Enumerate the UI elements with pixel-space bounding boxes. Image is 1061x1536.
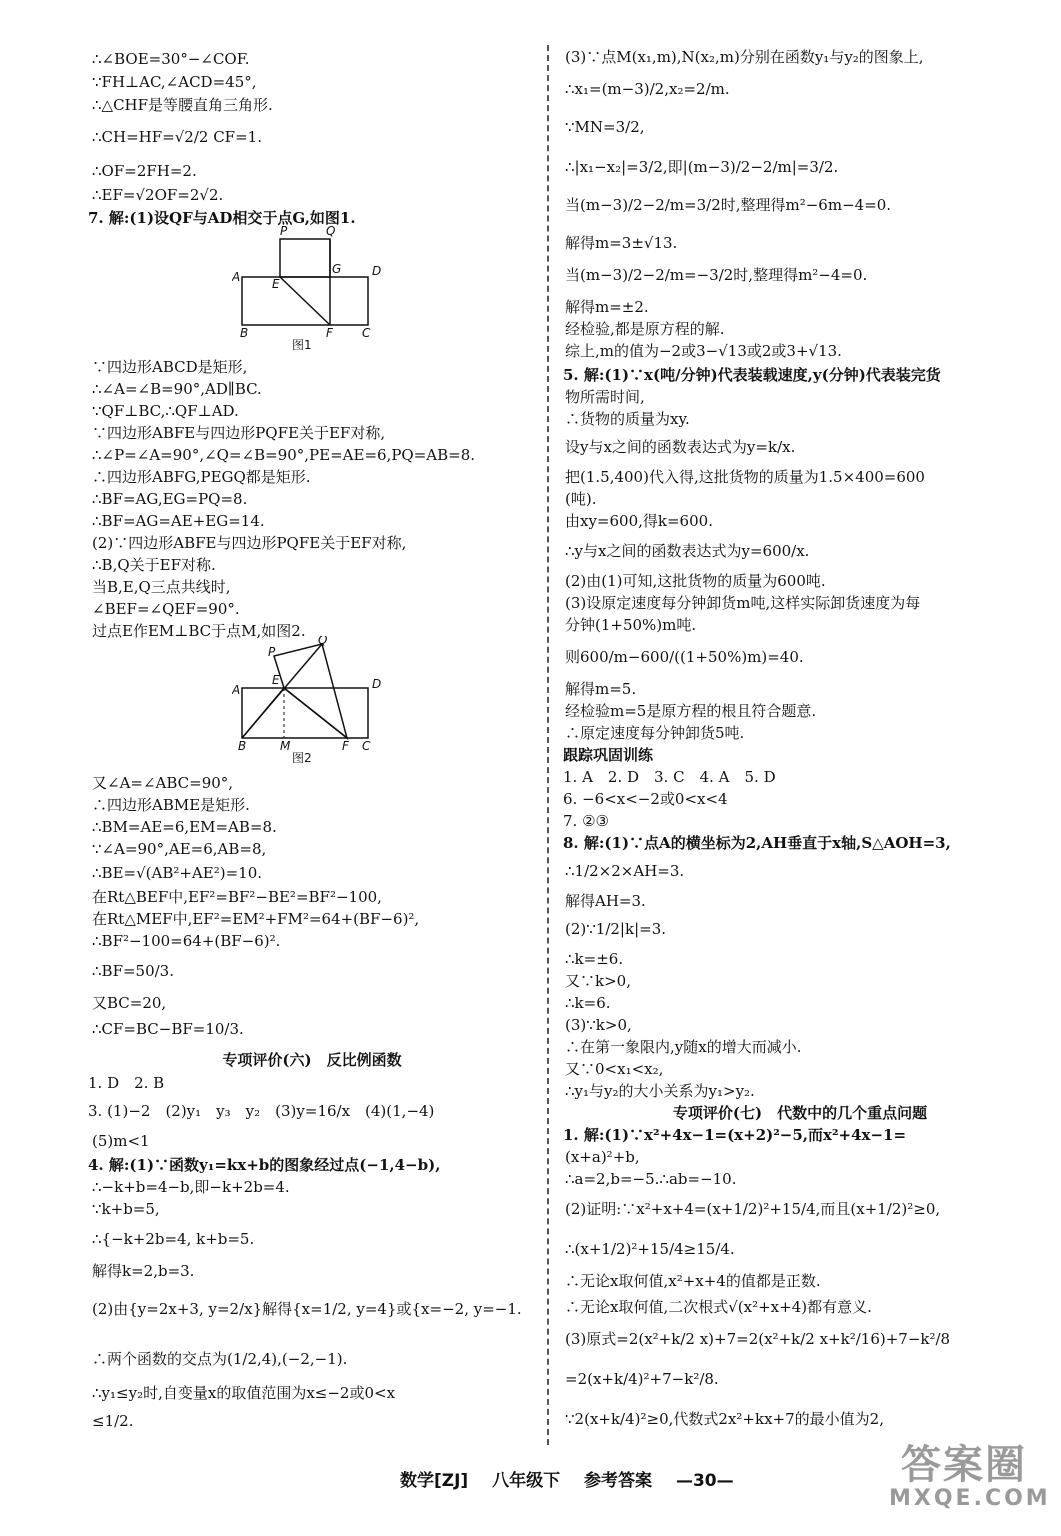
text-line: 解得m=3±√13.	[565, 234, 678, 252]
section-title: 专项评价(六) 反比例函数	[222, 1051, 402, 1069]
answer-line: 1. D 2. B	[88, 1074, 165, 1092]
text-line: ∴四边形ABME是矩形.	[92, 796, 250, 814]
text-line: ∴1/2×2×AH=3.	[565, 862, 685, 880]
text-line: ∴两个函数的交点为(1/2,4),(−2,−1).	[92, 1350, 348, 1368]
fig1-label: Q	[326, 225, 336, 238]
text-line: ∴BM=AE=6,EM=AB=8.	[92, 818, 277, 836]
text-line: ∴原定速度每分钟卸货5吨.	[565, 724, 745, 742]
text-line: ∴BF=AG=AE+EG=14.	[92, 512, 265, 530]
figure-1	[232, 225, 382, 355]
text-line: ∵FH⊥AC,∠ACD=45°,	[92, 73, 257, 91]
text-line: (5)m<1	[92, 1132, 150, 1150]
text-line: (2)∵四边形ABFE与四边形PQFE关于EF对称,	[92, 534, 407, 552]
footer-title: 参考答案	[584, 1471, 653, 1491]
text-line: (2)∵1/2|k|=3.	[565, 920, 667, 938]
fig1-label: G	[332, 262, 342, 276]
text-line: ∴∠BOE=30°−∠COF.	[92, 50, 250, 68]
fig1-label: E	[272, 277, 280, 291]
text-line: 又BC=20,	[92, 994, 167, 1012]
text-line: ∠BEF=∠QEF=90°.	[92, 600, 240, 618]
text-line: (3)设原定速度每分钟卸货m吨,这样实际卸货速度为每	[565, 594, 921, 612]
fig2-label: C	[362, 739, 371, 753]
fig2-label: F	[342, 739, 349, 753]
text-line: ∴BE=√(AB²+AE²)=10.	[92, 864, 263, 882]
text-line: ∴y与x之间的函数表达式为y=600/x.	[565, 542, 810, 560]
fig2-label: M	[280, 739, 291, 753]
text-line: ∴无论x取何值,二次根式√(x²+x+4)都有意义.	[565, 1298, 872, 1316]
text-line: 又∵k>0,	[565, 972, 631, 990]
text-line: (2)由(1)可知,这批货物的质量为600吨.	[565, 572, 826, 590]
text-line: ∴四边形ABFG,PEGQ都是矩形.	[92, 468, 311, 486]
text-line: (x+a)²+b,	[565, 1148, 640, 1166]
answer-line: 6. −6<x<−2或0<x<4	[563, 790, 728, 808]
text-line: ∴y₁与y₂的大小关系为y₁>y₂.	[565, 1082, 755, 1100]
answer-line: 7. ②③	[563, 812, 609, 830]
text-line: 在Rt△MEF中,EF²=EM²+FM²=64+(BF−6)²,	[92, 910, 420, 928]
question-4: 4. 解:(1)∵函数y₁=kx+b的图象经过点(−1,4−b),	[88, 1156, 441, 1174]
footer-grade: 八年级下	[492, 1471, 561, 1491]
text-line: 分钟(1+50%)m吨.	[565, 616, 697, 634]
section-title: 专项评价(七) 代数中的几个重点问题	[672, 1104, 928, 1122]
text-line: 在Rt△BEF中,EF²=BF²−BE²=BF²−100,	[92, 888, 382, 906]
question-5: 5. 解:(1)∵x(吨/分钟)代表装载速度,y(分钟)代表装完货	[563, 366, 941, 384]
answer-line: 1. A 2. D 3. C 4. A 5. D	[563, 768, 776, 786]
fig2-label: Q	[318, 636, 328, 647]
text-line: 把(1.5,400)代入得,这批货物的质量为1.5×400=600	[565, 468, 925, 486]
fig2-label: B	[238, 739, 247, 753]
text-line: (2)由{y=2x+3, y=2/x}解得{x=1/2, y=4}或{x=−2, y=−1.	[92, 1300, 522, 1318]
text-line: 综上,m的值为−2或3−√13或2或3+√13.	[565, 342, 842, 360]
fig1-label: D	[372, 264, 382, 278]
question-1: 1. 解:(1)∵x²+4x−1=(x+2)²−5,而x²+4x−1=	[563, 1126, 907, 1144]
text-line: ∴k=±6.	[565, 950, 624, 968]
fig1-label: B	[240, 326, 249, 340]
text-line: ∴OF=2FH=2.	[92, 162, 197, 180]
text-line: ∴在第一象限内,y随x的增大而减小.	[565, 1038, 802, 1056]
text-line: ∵四边形ABFE与四边形PQFE关于EF对称,	[92, 424, 386, 442]
text-line: ∵∠A=90°,AE=6,AB=8,	[92, 840, 267, 858]
text-line: 又∵0<x₁<x₂,	[565, 1060, 664, 1078]
text-line: 解得m=5.	[565, 680, 637, 698]
question-8: 8. 解:(1)∵点A的横坐标为2,AH垂直于x轴,S△AOH=3,	[563, 834, 951, 852]
text-line: ∴x₁=(m−3)/2,x₂=2/m.	[565, 80, 730, 98]
page-footer	[400, 1466, 752, 1491]
text-line: 经检验,都是原方程的解.	[565, 320, 725, 338]
text-line: ∵QF⊥BC,∴QF⊥AD.	[92, 402, 239, 420]
text-line: 当B,E,Q三点共线时,	[92, 578, 231, 596]
text-line: ∴∠A=∠B=90°,AD∥BC.	[92, 380, 262, 398]
text-line: (吨).	[565, 490, 597, 508]
text-line: 又∠A=∠ABC=90°,	[92, 774, 234, 792]
text-line: 解得AH=3.	[565, 892, 646, 910]
fig2-label: E	[272, 673, 280, 687]
fig2-label: P	[268, 645, 276, 659]
text-line: 物所需时间,	[565, 388, 645, 406]
text-line: ∴CH=HF=√2/2 CF=1.	[92, 128, 262, 146]
watermark-logo	[889, 1442, 1051, 1518]
watermark-top: 答案圈	[901, 1442, 1027, 1488]
section-title: 跟踪巩固训练	[563, 746, 654, 764]
text-line: ≤1/2.	[92, 1412, 134, 1430]
text-line: 则600/m−600/((1+50%)m)=40.	[565, 648, 804, 666]
answer-line: 3. (1)−2 (2)y₁ y₃ y₂ (3)y=16/x (4)(1,−4)	[88, 1102, 435, 1120]
text-line: ∴k=6.	[565, 994, 611, 1012]
text-line: 解得m=±2.	[565, 298, 649, 316]
text-line: ∴a=2,b=−5.∴ab=−10.	[565, 1170, 737, 1188]
text-line: (3)∵k>0,	[565, 1016, 632, 1034]
text-line: ∴△CHF是等腰直角三角形.	[92, 96, 273, 114]
text-line: ∴BF²−100=64+(BF−6)².	[92, 932, 281, 950]
question-7: 7. 解:(1)设QF与AD相交于点G,如图1.	[88, 209, 356, 227]
fig1-label: F	[326, 326, 333, 340]
footer-subject: 数学[ZJ]	[400, 1471, 469, 1491]
text-line: =2(x+k/4)²+7−k²/8.	[565, 1370, 719, 1388]
page-number: —30—	[675, 1471, 734, 1491]
text-line: (3)∵点M(x₁,m),N(x₂,m)分别在函数y₁与y₂的图象上,	[565, 48, 924, 66]
text-line: ∴{−k+2b=4, k+b=5.	[92, 1230, 255, 1248]
text-line: ∴无论x取何值,x²+x+4的值都是正数.	[565, 1272, 821, 1290]
text-line: 由xy=600,得k=600.	[565, 512, 713, 530]
fig1-caption: 图1	[292, 338, 312, 352]
text-line: ∴B,Q关于EF对称.	[92, 556, 216, 574]
text-line: (2)证明:∵x²+x+4=(x+1/2)²+15/4,而且(x+1/2)²≥0,	[565, 1200, 941, 1218]
text-line: ∴EF=√2OF=2√2.	[92, 186, 224, 204]
fig2-label: D	[372, 677, 382, 691]
text-line: ∵2(x+k/4)²≥0,代数式2x²+kx+7的最小值为2,	[565, 1410, 884, 1428]
fig2-caption: 图2	[292, 751, 312, 765]
text-line: 经检验m=5是原方程的根且符合题意.	[565, 702, 817, 720]
text-line: ∵k+b=5,	[92, 1200, 160, 1218]
fig1-label: A	[232, 270, 241, 284]
text-line: ∵四边形ABCD是矩形,	[92, 358, 248, 376]
text-line: ∴BF=AG,EG=PQ=8.	[92, 490, 248, 508]
text-line: ∴CF=BC−BF=10/3.	[92, 1020, 244, 1038]
fig1-label: C	[362, 326, 371, 340]
text-line: (3)原式=2(x²+k/2 x)+7=2(x²+k/2 x+k²/16)+7−k²/8	[565, 1330, 951, 1348]
text-line: ∴|x₁−x₂|=3/2,即|(m−3)/2−2/m|=3/2.	[565, 158, 839, 176]
text-line: 当(m−3)/2−2/m=3/2时,整理得m²−6m−4=0.	[565, 196, 892, 214]
text-line: ∴BF=50/3.	[92, 962, 174, 980]
column-divider	[547, 45, 549, 1445]
text-line: ∴(x+1/2)²+15/4≥15/4.	[565, 1240, 735, 1258]
text-line: ∵MN=3/2,	[565, 118, 645, 136]
text-line: ∴−k+b=4−b,即−k+2b=4.	[92, 1178, 290, 1196]
text-line: 过点E作EM⊥BC于点M,如图2.	[92, 622, 306, 640]
fig2-label: A	[232, 683, 241, 697]
fig1-label: P	[280, 225, 288, 238]
text-line: ∴货物的质量为xy.	[565, 410, 690, 428]
text-line: 设y与x之间的函数表达式为y=k/x.	[565, 438, 796, 456]
text-line: 解得k=2,b=3.	[92, 1262, 195, 1280]
text-line: ∴y₁≤y₂时,自变量x的取值范围为x≤−2或0<x	[92, 1384, 396, 1402]
figure-2	[232, 636, 382, 768]
watermark-bottom: MXQE.COM	[889, 1486, 1051, 1511]
text-line: 当(m−3)/2−2/m=−3/2时,整理得m²−4=0.	[565, 266, 868, 284]
text-line: ∴∠P=∠A=90°,∠Q=∠B=90°,PE=AE=6,PQ=AB=8.	[92, 446, 476, 464]
